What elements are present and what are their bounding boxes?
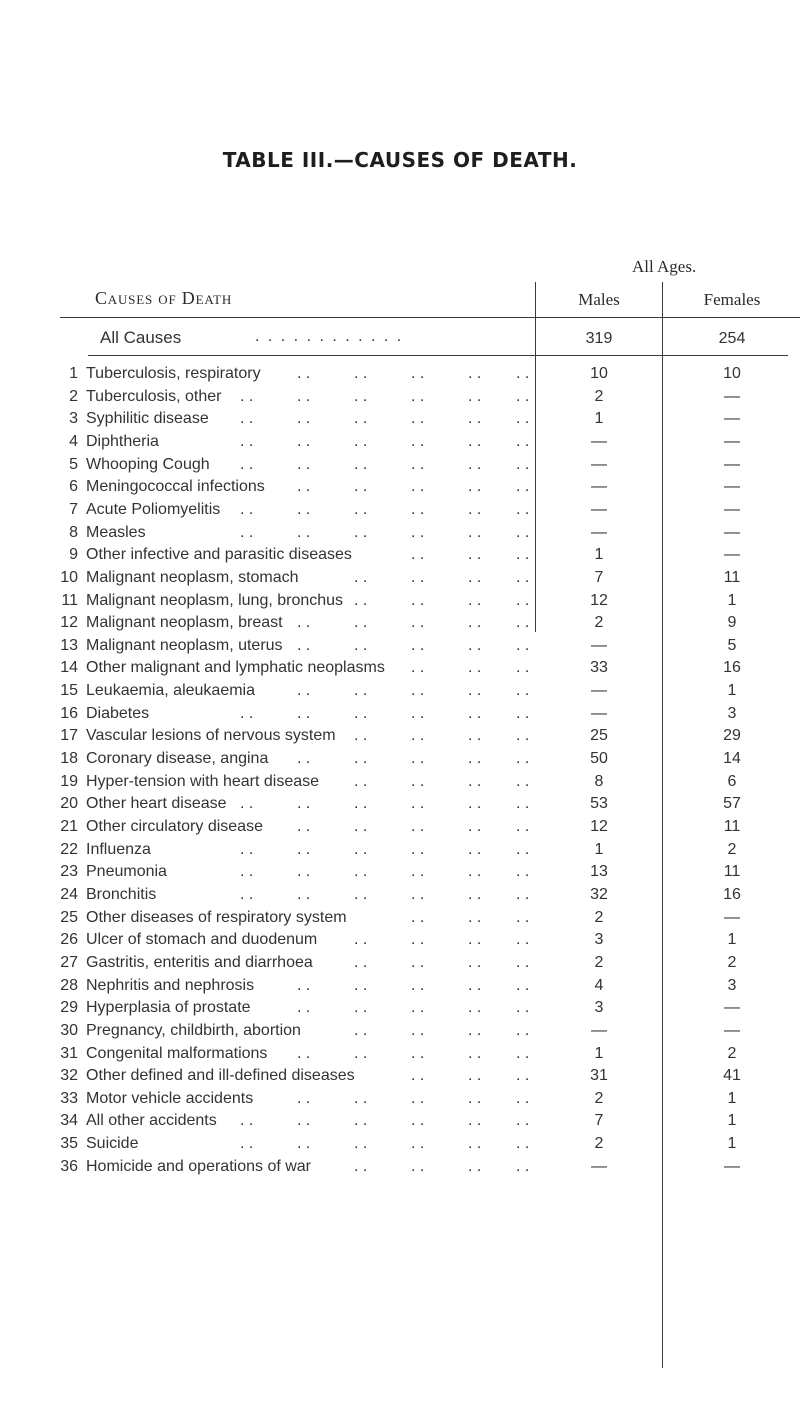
females-count: 5: [727, 636, 737, 654]
all-ages-header: All Ages.: [632, 257, 697, 276]
cause-label: Measles: [86, 523, 146, 541]
males-count: —: [591, 500, 607, 518]
cause-label: Pneumonia: [86, 863, 167, 881]
females-count: 2: [727, 1044, 737, 1062]
females-count: —: [724, 1021, 740, 1039]
females-count: —: [724, 999, 740, 1017]
females-count: 1: [727, 682, 737, 700]
row-number: 27: [60, 953, 78, 971]
cause-label: All other accidents: [86, 1112, 217, 1130]
causes-of-death-header: Causes of Death: [95, 288, 233, 308]
table-row: 12 Malignant neoplasm, breast 2 9 . . . . . . . . . .: [0, 614, 800, 637]
females-count: 57: [723, 795, 741, 813]
females-count: 1: [727, 1089, 737, 1107]
all-causes-females: 254: [718, 330, 746, 347]
males-count: 13: [590, 863, 608, 881]
all-causes-label: All Causes: [100, 328, 182, 347]
row-number: 13: [60, 636, 78, 654]
cause-label: Malignant neoplasm, breast: [86, 614, 283, 632]
row-number: 24: [60, 885, 78, 903]
table-row: 4 Diphtheria — — . . . . . . . . . . . .: [0, 433, 800, 456]
row-number: 18: [60, 750, 78, 768]
cause-label: Coronary disease, angina: [86, 750, 269, 768]
males-count: —: [591, 455, 607, 473]
all-causes-divider: [88, 355, 788, 356]
cause-label: Syphilitic disease: [86, 410, 209, 428]
females-count: —: [724, 387, 740, 405]
table-row: 25 Other diseases of respiratory system 2 — . . . . . .: [0, 909, 800, 932]
cause-label: Gastritis, enteritis and diarrhoea: [86, 953, 313, 971]
cause-label: Malignant neoplasm, stomach: [86, 568, 299, 586]
males-count: 53: [590, 795, 608, 813]
cause-label: Diabetes: [86, 704, 150, 722]
row-number: 34: [60, 1112, 78, 1130]
cause-label: Other diseases of respiratory system: [86, 908, 347, 926]
cause-label: Nephritis and nephrosis: [86, 976, 255, 994]
cause-label: Suicide: [86, 1135, 139, 1153]
table-row: 11 Malignant neoplasm, lung, bronchus 12 1 . . . . . . . .: [0, 592, 800, 615]
males-count: —: [591, 636, 607, 654]
males-count: 4: [594, 976, 604, 994]
cause-label: Other infective and parasitic diseases: [86, 546, 352, 564]
cause-label: Hyper-tension with heart disease: [86, 772, 320, 790]
females-count: —: [724, 500, 740, 518]
males-header: Males: [578, 290, 620, 309]
cause-label: Acute Poliomyelitis: [86, 500, 221, 518]
females-count: —: [724, 1157, 740, 1175]
cause-label: Hyperplasia of prostate: [86, 999, 251, 1017]
cause-label: Other malignant and lymphatic neoplasms: [86, 659, 385, 677]
males-count: 12: [590, 818, 608, 835]
row-number: 1: [69, 365, 78, 382]
females-header: Females: [703, 290, 761, 309]
table-row: 35 Suicide 2 1 . . . . . . . . . . . .: [0, 1135, 800, 1158]
table-row: 23 Pneumonia 13 11 . . . . . . . . . . . .: [0, 863, 800, 886]
males-count: 1: [594, 546, 604, 564]
table-row: 7 Acute Poliomyelitis — — . . . . . . . . . . . .: [0, 501, 800, 524]
table-row: 24 Bronchitis 32 16 . . . . . . . . . . . .: [0, 886, 800, 909]
all-causes-leader: . . . . . . . . . . . .: [255, 328, 404, 345]
males-count: 2: [594, 1089, 604, 1107]
table-row: 6 Meningococcal infections — — . . . . . . . . . .: [0, 478, 800, 501]
row-number: 35: [60, 1135, 78, 1153]
table-row: 22 Influenza 1 2 . . . . . . . . . . . .: [0, 841, 800, 864]
row-number: 20: [60, 795, 78, 813]
table-row: 10 Malignant neoplasm, stomach 7 11 . . . . . . . .: [0, 569, 800, 592]
cause-label: Tuberculosis, other: [86, 387, 222, 405]
males-count: 33: [590, 659, 608, 677]
males-count: 3: [594, 999, 604, 1017]
females-count: —: [724, 478, 740, 496]
females-count: —: [724, 455, 740, 473]
cause-label: Leukaemia, aleukaemia: [86, 682, 255, 700]
table-row: 3 Syphilitic disease 1 — . . . . . . . . . . . .: [0, 410, 800, 433]
males-count: —: [591, 432, 607, 450]
cause-label: Influenza: [86, 840, 151, 858]
row-number: 7: [69, 500, 78, 518]
males-count: 1: [594, 840, 604, 858]
males-count: —: [591, 704, 607, 722]
all-causes-males: 319: [585, 330, 613, 347]
cause-label: Other circulatory disease: [86, 818, 263, 835]
cause-label: Other defined and ill-defined diseases: [86, 1067, 355, 1085]
table-row: 14 Other malignant and lymphatic neoplasms 33 16 . . . . . .: [0, 659, 800, 682]
row-number: 33: [60, 1089, 78, 1107]
row-number: 16: [60, 704, 78, 722]
row-number: 21: [60, 818, 78, 835]
females-count: 1: [727, 591, 737, 609]
cause-label: Pregnancy, childbirth, abortion: [86, 1021, 301, 1039]
males-count: 50: [590, 750, 608, 768]
males-count: 31: [590, 1067, 608, 1085]
cause-label: Bronchitis: [86, 885, 157, 903]
females-count: 14: [723, 750, 741, 768]
males-count: 3: [594, 931, 604, 949]
row-number: 17: [60, 727, 78, 745]
males-count: 10: [590, 365, 608, 382]
males-count: 7: [594, 1112, 604, 1130]
row-number: 6: [69, 478, 78, 496]
table-row: 15 Leukaemia, aleukaemia — 1 . . . . . . . . . .: [0, 682, 800, 705]
females-count: —: [724, 410, 740, 428]
females-count: 11: [723, 863, 741, 881]
females-count: —: [724, 432, 740, 450]
females-count: 16: [723, 885, 741, 903]
table-row: 33 Motor vehicle accidents 2 1 . . . . . . . . . .: [0, 1090, 800, 1113]
cause-label: Homicide and operations of war: [86, 1157, 312, 1175]
males-count: 12: [590, 591, 608, 609]
row-number: 29: [60, 999, 78, 1017]
cause-label: Diphtheria: [86, 432, 159, 450]
cause-label: Congenital malformations: [86, 1044, 268, 1062]
males-count: 2: [594, 614, 604, 632]
table-row: 1 Tuberculosis, respiratory 10 10 . . . . . . . . . .: [0, 365, 800, 388]
row-number: 22: [60, 840, 78, 858]
row-number: 9: [69, 546, 78, 564]
row-number: 23: [60, 863, 78, 881]
row-number: 25: [60, 908, 78, 926]
table-row: 28 Nephritis and nephrosis 4 3 . . . . . . . . . .: [0, 977, 800, 1000]
males-count: 2: [594, 908, 604, 926]
females-count: 9: [727, 614, 737, 632]
cause-label: Whooping Cough: [86, 455, 210, 473]
table-row: 16 Diabetes — 3 . . . . . . . . . . . .: [0, 705, 800, 728]
row-number: 10: [60, 568, 78, 586]
row-number: 4: [69, 432, 78, 450]
row-number: 11: [61, 591, 78, 609]
row-number: 32: [60, 1067, 78, 1085]
table-row: 17 Vascular lesions of nervous system 25 29 . . . . . . . .: [0, 727, 800, 750]
males-count: —: [591, 1157, 607, 1175]
table-row: 32 Other defined and ill-defined diseases 31 41 . . . . . .: [0, 1067, 800, 1090]
females-count: 3: [727, 704, 737, 722]
females-count: 41: [723, 1067, 741, 1085]
males-count: 7: [594, 568, 604, 586]
table-row: 5 Whooping Cough — — . . . . . . . . . . . .: [0, 456, 800, 479]
cause-label: Vascular lesions of nervous system: [86, 727, 336, 745]
males-count: 32: [590, 885, 608, 903]
table-row: 20 Other heart disease 53 57 . . . . . . . . . . . .: [0, 795, 800, 818]
table-title: TABLE III.—CAUSES OF DEATH.: [222, 148, 578, 172]
table-row: 21 Other circulatory disease 12 11 . . . . . . . . . .: [0, 818, 800, 841]
table-row: 30 Pregnancy, childbirth, abortion — — . . . . . . . .: [0, 1022, 800, 1045]
females-count: 6: [727, 772, 737, 790]
females-count: —: [724, 523, 740, 541]
females-count: 1: [727, 1112, 737, 1130]
row-number: 15: [60, 682, 78, 700]
females-count: 1: [727, 1135, 737, 1153]
females-count: —: [724, 546, 740, 564]
males-count: 8: [594, 772, 604, 790]
females-count: —: [724, 908, 740, 926]
males-count: 1: [594, 1044, 604, 1062]
table-row: 8 Measles — — . . . . . . . . . . . .: [0, 524, 800, 547]
males-count: 2: [594, 1135, 604, 1153]
row-number: 14: [60, 659, 78, 677]
cause-label: Malignant neoplasm, lung, bronchus: [86, 591, 344, 609]
females-count: 11: [723, 568, 741, 586]
row-number: 3: [69, 410, 78, 428]
cause-label: Motor vehicle accidents: [86, 1089, 254, 1107]
header-divider: [60, 317, 800, 318]
cause-label: Malignant neoplasm, uterus: [86, 636, 283, 654]
females-count: 16: [723, 659, 741, 677]
males-count: 1: [594, 410, 604, 428]
row-number: 2: [69, 387, 78, 405]
row-number: 30: [60, 1021, 78, 1039]
row-number: 26: [60, 931, 78, 949]
table-row: 29 Hyperplasia of prostate 3 — . . . . . . . . . .: [0, 999, 800, 1022]
row-number: 31: [60, 1044, 78, 1062]
table-row: 36 Homicide and operations of war — — . . . . . . . .: [0, 1158, 800, 1181]
row-number: 36: [60, 1157, 78, 1175]
females-count: 3: [727, 976, 737, 994]
row-number: 19: [60, 772, 78, 790]
females-count: 2: [727, 953, 737, 971]
cause-label: Ulcer of stomach and duodenum: [86, 931, 318, 949]
females-count: 10: [723, 365, 741, 382]
table-row: 27 Gastritis, enteritis and diarrhoea 2 2 . . . . . . . .: [0, 954, 800, 977]
females-count: 2: [727, 840, 737, 858]
females-count: 11: [723, 818, 741, 835]
table-row: 9 Other infective and parasitic diseases 1 — . . . . . .: [0, 546, 800, 569]
row-number: 28: [60, 976, 78, 994]
row-number: 12: [60, 614, 78, 632]
males-count: 2: [594, 387, 604, 405]
males-count: —: [591, 478, 607, 496]
females-count: 1: [727, 931, 737, 949]
table-row: 13 Malignant neoplasm, uterus — 5 . . . . . . . . . .: [0, 637, 800, 660]
table-row: 31 Congenital malformations 1 2 . . . . . . . . . .: [0, 1045, 800, 1068]
females-count: 29: [723, 727, 741, 745]
row-number: 8: [69, 523, 78, 541]
table-row: 2 Tuberculosis, other 2 — . . . . . . . . . . . .: [0, 388, 800, 411]
table-row: 18 Coronary disease, angina 50 14 . . . . . . . . . .: [0, 750, 800, 773]
males-count: 25: [590, 727, 608, 745]
males-count: —: [591, 1021, 607, 1039]
males-count: —: [591, 682, 607, 700]
row-number: 5: [69, 455, 78, 473]
cause-label: Meningococcal infections: [86, 478, 265, 496]
table-row: 34 All other accidents 7 1 . . . . . . . . . . . .: [0, 1112, 800, 1135]
males-count: —: [591, 523, 607, 541]
males-count: 2: [594, 953, 604, 971]
cause-label: Other heart disease: [86, 795, 227, 813]
table-row: 26 Ulcer of stomach and duodenum 3 1 . . . . . . . .: [0, 931, 800, 954]
cause-label: Tuberculosis, respiratory: [86, 365, 261, 382]
table-row: 19 Hyper-tension with heart disease 8 6 . . . . . . . .: [0, 773, 800, 796]
